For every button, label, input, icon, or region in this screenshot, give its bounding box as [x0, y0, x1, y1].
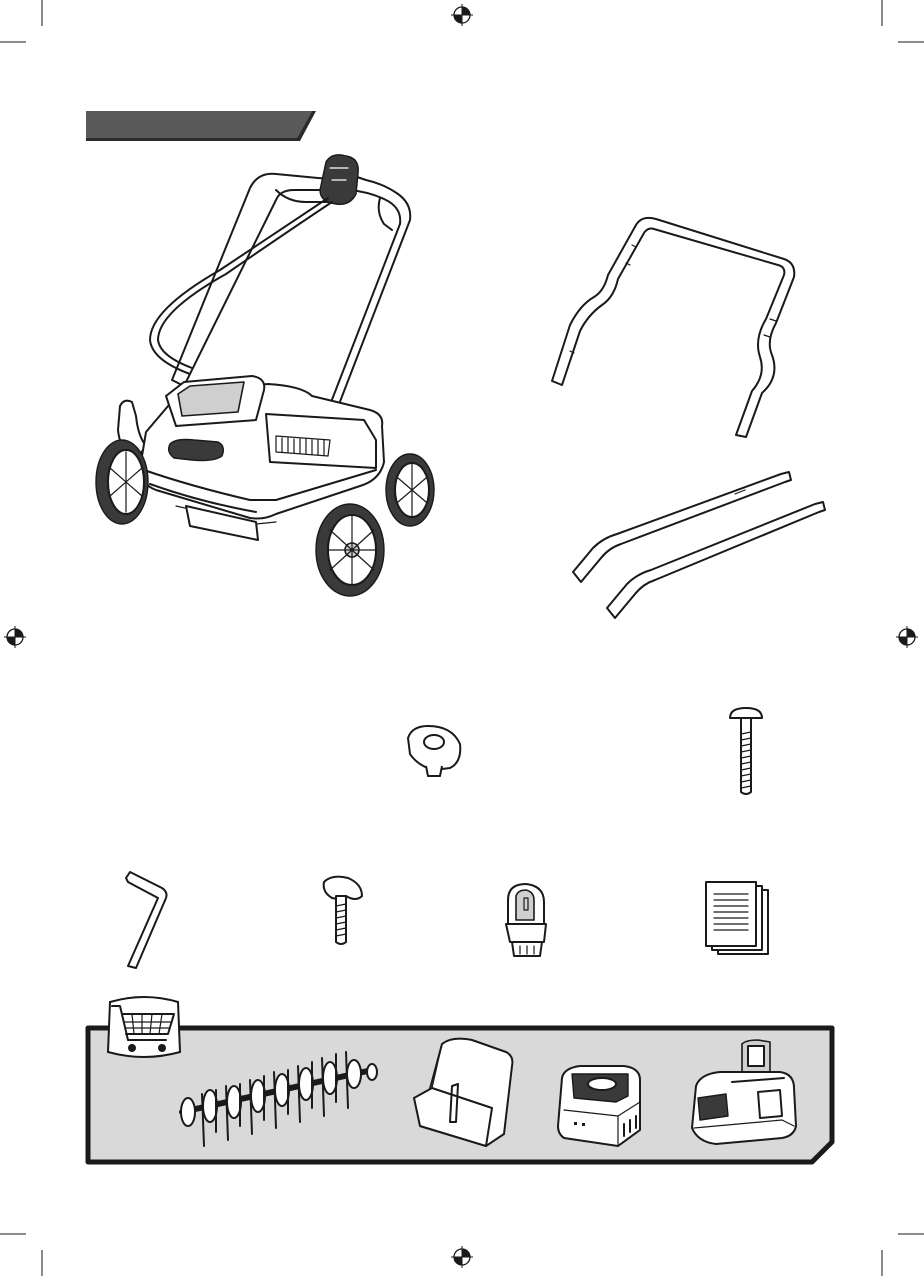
grass-collection-bag — [412, 1036, 516, 1156]
lawn-aerator-dethatcher — [80, 150, 450, 600]
safety-key — [500, 880, 556, 962]
operator-manual — [704, 880, 774, 960]
registration-mark-icon — [451, 4, 473, 26]
wheel — [386, 454, 434, 526]
battery-pack — [686, 1036, 802, 1152]
registration-mark-icon — [4, 626, 26, 648]
upper-handle — [540, 215, 810, 445]
thumb-screw — [318, 872, 368, 948]
wheel — [96, 440, 148, 524]
handle-knob — [404, 722, 466, 778]
carriage-bolt — [726, 704, 766, 798]
hex-key — [118, 868, 178, 974]
battery-charger — [554, 1060, 648, 1160]
registration-mark-icon — [451, 1246, 473, 1268]
wheel — [316, 504, 384, 596]
registration-mark-icon — [896, 626, 918, 648]
lower-handles — [565, 468, 830, 628]
section-banner — [86, 111, 316, 141]
aerator-tine-cylinder — [172, 1044, 382, 1156]
